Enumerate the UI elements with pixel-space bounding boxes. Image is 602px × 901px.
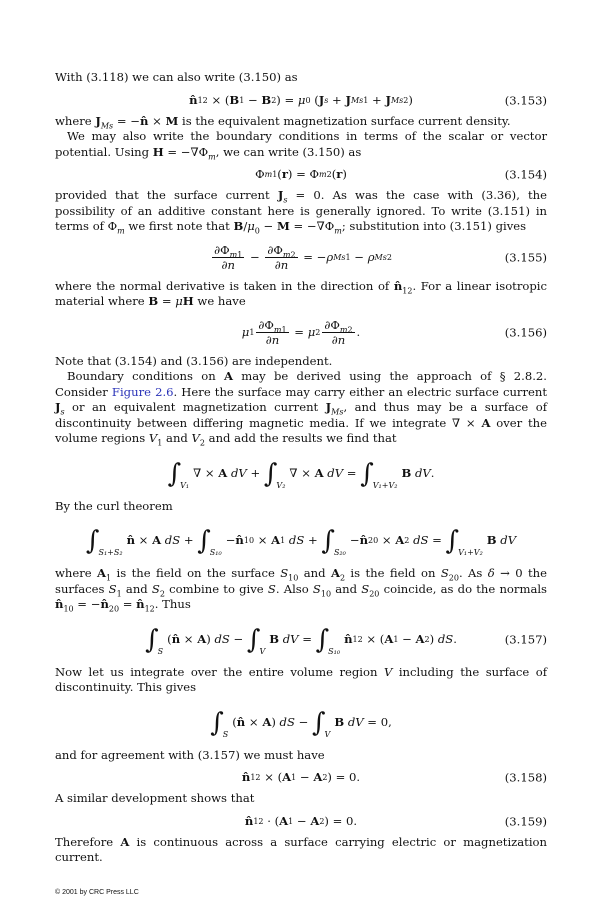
paragraph-2: where $J_{Ms}$ = −n̂ × M is the equivalent magnetization surface current density. [55, 113, 511, 130]
equation-3-157: ∫ S ( n̂ × A ) dS − ∫ V B dV = ∫ S₁₀ n̂ 12 × ( A 1 − A 2 ) dS . (3.157) [145, 624, 547, 656]
equation-curl-theorem: ∫ S₁+S₂ n̂ × A dS + ∫ S₁₀ − n̂ 10 × A 1 dS + ∫ S₂₀ − n̂ 20 × A 2 dS = ∫ V₁+V₂ B dV [85, 526, 517, 558]
equation-volume-integral: ∫ V₁ ∇ × A dV + ∫ V₂ ∇ × A dV = ∫ V₁+V₂ B dV . [167, 458, 435, 490]
copyright-footer: © 2001 by CRC Press LLC [55, 889, 139, 896]
equation-number: (3.155) [504, 249, 547, 264]
paragraph-12: A similar development shows that [55, 791, 255, 805]
page-body [55, 70, 547, 866]
paragraph-1: With (3.118) we can also write (3.150) as [55, 70, 298, 84]
equation-3-158: n̂ 12 × ( A 1 − A 2 ) = 0. (3.158) [241, 770, 547, 785]
paragraph-9: where $A_1$ is the field on the surface $S_{10}$ and $A_2$ is the field on $S_{20}$. As δ → 0 the surfaces $S_1$ and $S_2$ combine to give S. Also $S_{10}$ and $S_{20}$ coincide, as do the normals $n̂_{10}$ = $-n̂_{20}$ = $n̂_{12}$. Thus [55, 566, 548, 614]
figure-link[interactable]: Figure 2.6 [111, 384, 174, 399]
equation-number: (3.153) [504, 92, 547, 107]
paragraph-4: provided that the surface current $J_s = 0$. As was the case with (3.36), the possibility of an additive constant here is generally ignored. To write (3.151) in terms of $\Phi_m$ we first note that $B/\mu_0 - M = -\nabla\Phi_m$; substitution into (3.151) gives [55, 188, 547, 236]
paragraph-7: Boundary conditions on A may be derived using the approach of § 2.8.2. Consider Figure 2.6. Here the surface may carry either an electric surface current $J_s$ or an equivalent magnetization current $J_{Ms}$, and thus may be a surface of discontinuity between differing magnetic media. If we integrate ∇ × A over the volume regions $V_1$ and $V_2$ and add the results we find that [55, 369, 548, 448]
paragraph-5: where the normal derivative is taken in the direction of $n̂_{12}$. For a linear isotropic material where B = μH we have [55, 278, 547, 308]
paragraph-10: Now let us integrate over the entire volume region V including the surface of discontinuity. This gives [55, 664, 547, 694]
equation-number: (3.159) [504, 813, 547, 828]
equation-3-154: Φ m1 ( r ) = Φ m2 ( r ) (3.154) [255, 167, 547, 182]
equation-3-156: μ 1 $\frac{\partial\Phi_{m1}}{\partial n}$ = μ 2 $\frac{\partial\Phi_{m2}}{\partial n}$ . (3.156) [241, 318, 547, 347]
equation-3-155: $\frac{\partial\Phi_{m1}}{\partial n}$ − $\frac{\partial\Phi_{m2}}{\partial n}$ = − ρ Ms1 − ρ Ms2 (3.155) [214, 243, 547, 272]
equation-total-volume: ∫ S ( n̂ × A ) dS − ∫ V B dV = 0, [210, 707, 392, 739]
equation-3-153: n̂ 12 × ( B 1 − B 2 ) = μ 0 ( J s + J Ms1 + J Ms2 ) (3.153) [189, 92, 547, 107]
paragraph-3: We may also write the boundary conditions in terms of the scalar or vector potential. Using $H = -\nabla\Phi_m$, we can write (3.150) as [55, 129, 547, 161]
paragraph-11: and for agreement with (3.157) we must have [55, 747, 325, 762]
equation-number: (3.157) [504, 631, 547, 646]
paragraph-6: Note that (3.154) and (3.156) are independent. [55, 353, 333, 368]
paragraph-13: Therefore A is continuous across a surface carrying electric or magnetization current. [55, 834, 548, 864]
equation-number: (3.154) [504, 167, 547, 182]
paragraph-8: By the curl theorem [55, 498, 173, 513]
equation-number: (3.158) [504, 770, 547, 785]
equation-number: (3.156) [504, 324, 547, 339]
equation-3-159: n̂ 12 · ( A 1 − A 2 ) = 0. (3.159) [244, 813, 547, 828]
